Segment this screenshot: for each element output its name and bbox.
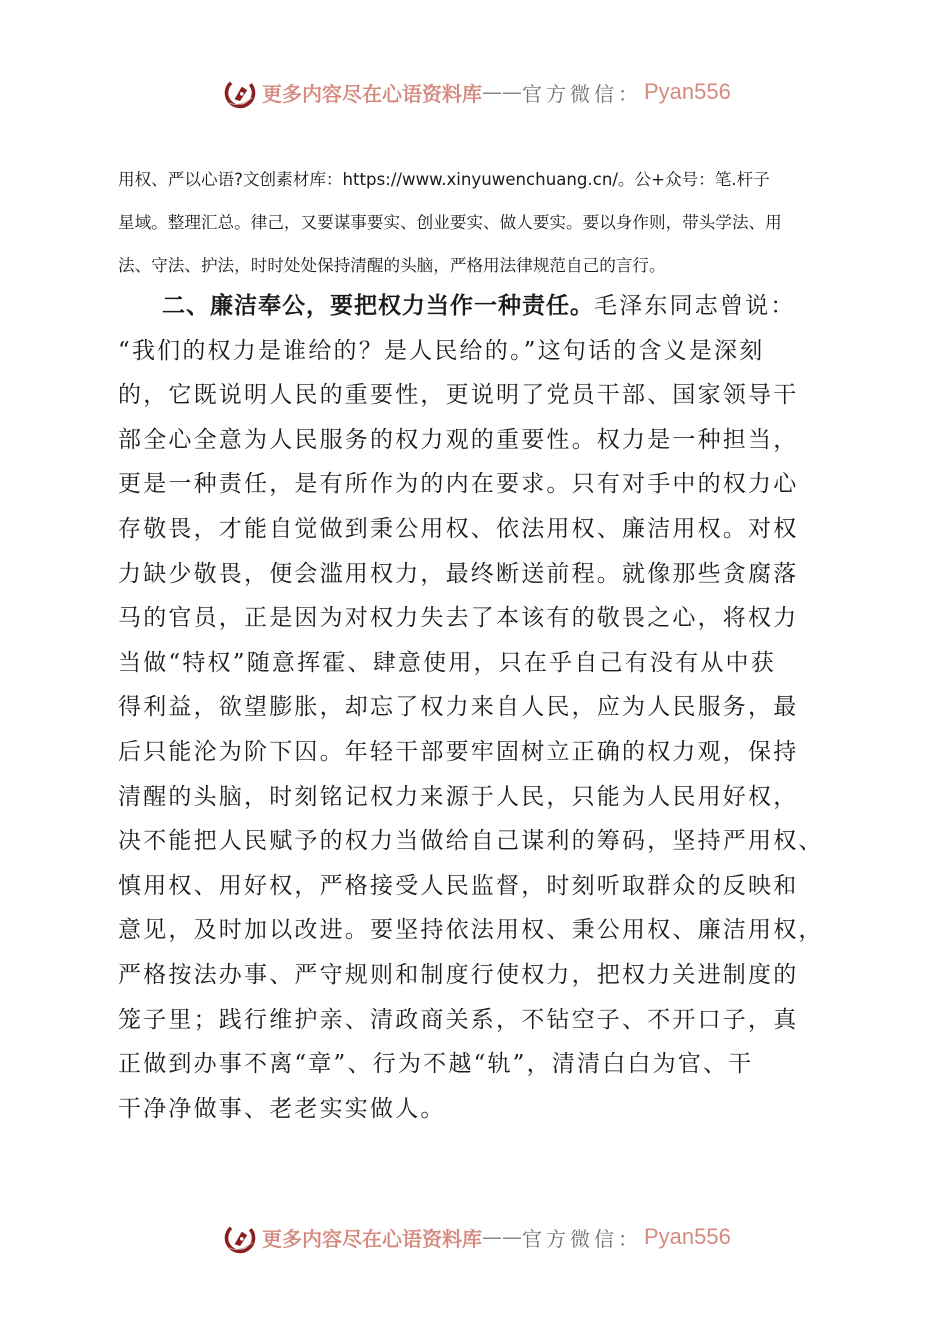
body-line: 后只能沦为阶下囚。年轻干部要牢固树立正确的权力观，保持	[118, 738, 799, 765]
body-line: 正做到办事不离“章”、行为不越“轨”，清清白白为官、干	[118, 1051, 754, 1078]
body-line: 笼子里；践行维护亲、清政商关系，不钻空子、不开口子，真	[118, 1006, 799, 1033]
body-line: 慎用权、用好权，严格接受人民监督，时刻听取群众的反映和	[118, 872, 799, 899]
body-line: 干净净做事、老老实实做人。	[118, 1095, 446, 1122]
intro-paragraph	[118, 158, 830, 287]
promo-text: 更多内容尽在心语资料库	[262, 1226, 482, 1251]
section-first-line	[118, 284, 830, 329]
promo-text: 更多内容尽在心语资料库	[262, 81, 482, 106]
footer-banner	[222, 1217, 731, 1257]
wechat-id: Pyan556	[644, 79, 731, 104]
body-line: 意见，及时加以改进。要坚持依法用权、秉公用权、廉洁用权，	[118, 917, 824, 944]
body-line: 更是一种责任，是有所作为的内在要求。只有对手中的权力心	[118, 471, 799, 498]
banner-dash: ——	[482, 80, 522, 104]
wechat-id: Pyan556	[644, 1224, 731, 1249]
pen-nib-logo-icon	[222, 74, 258, 110]
body-line: 清醒的头脑，时刻铭记权力来源于人民，只能为人民用好权，	[118, 783, 799, 810]
body-line: 严格按法办事、严守规则和制度行使权力，把权力关进制度的	[118, 961, 799, 988]
header-banner	[222, 72, 731, 112]
section-paragraph	[118, 284, 830, 1131]
body-line: 的，它既说明人民的重要性，更说明了党员干部、国家领导干	[118, 382, 799, 409]
section-first-line-rest: 毛泽东同志曾说：	[594, 293, 796, 319]
intro-line: 法、守法、护法，时时处处保持清醒的头脑，严格用法律规范自己的言行。	[118, 256, 666, 275]
intro-line: 星域。整理汇总。律己，又要谋事要实、创业要实、做人要实。要以身作则，带头学法、用	[118, 213, 782, 232]
body-line: 力缺少敬畏，便会滥用权力，最终断送前程。就像那些贪腐落	[118, 560, 799, 587]
wechat-label: 官方微信：	[522, 1226, 642, 1251]
section-heading: 二、廉洁奉公，要把权力当作一种责任。	[162, 293, 594, 319]
intro-line: 用权、严以心语?文创素材库：https://www.xinyuwenchuang.cn/。公+众号：笔.杆子	[118, 170, 770, 189]
pen-nib-logo-icon	[222, 1219, 258, 1255]
banner-dash: ——	[482, 1225, 522, 1249]
body-line: 当做“特权”随意挥霍、肆意使用，只在乎自己有没有从中获	[118, 649, 776, 676]
wechat-label: 官方微信：	[522, 81, 642, 106]
body-line: 马的官员，正是因为对权力失去了本该有的敬畏之心，将权力	[118, 605, 799, 632]
body-line: 得利益，欲望膨胀，却忘了权力来自人民，应为人民服务，最	[118, 694, 799, 721]
body-line: “我们的权力是谁给的？是人民给的。”这句话的含义是深刻	[118, 337, 765, 364]
body-line: 存敬畏，才能自觉做到秉公用权、依法用权、廉洁用权。对权	[118, 515, 799, 542]
body-line: 部全心全意为人民服务的权力观的重要性。权力是一种担当，	[118, 426, 799, 453]
body-line: 决不能把人民赋予的权力当做给自己谋利的筹码，坚持严用权、	[118, 828, 824, 855]
